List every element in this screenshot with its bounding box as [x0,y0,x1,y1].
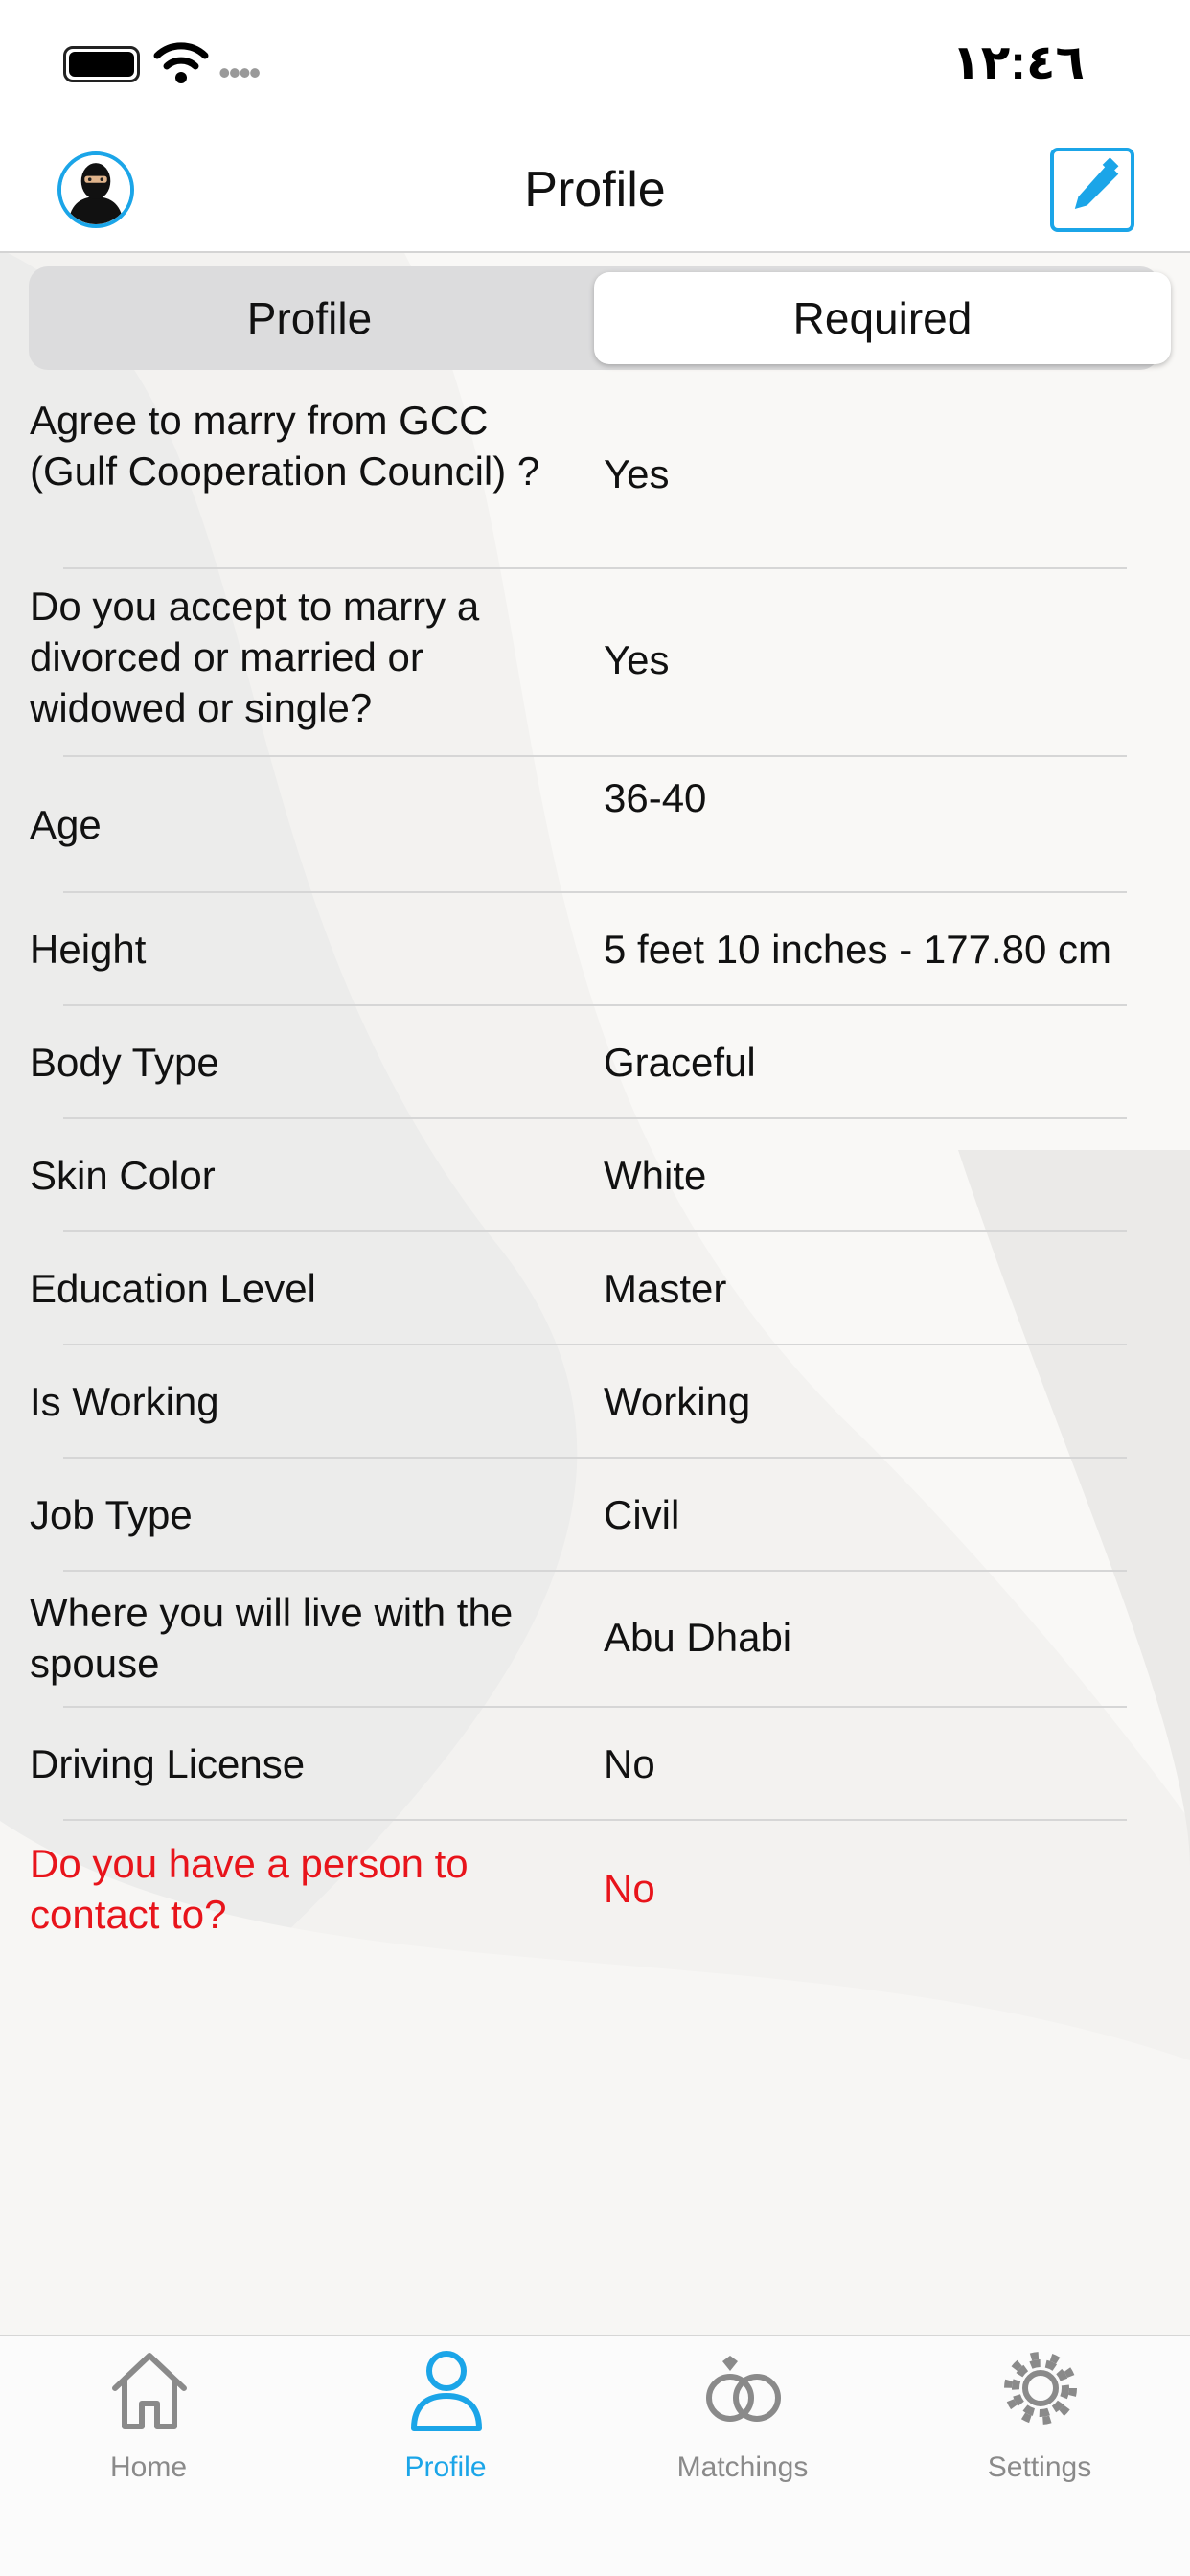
signal-icon: •••• [218,53,260,92]
segment-profile[interactable]: Profile [246,293,373,343]
tab-profile[interactable] [297,2336,594,2499]
row-value: 5 feet 10 inches - 177.80 cm [604,927,1111,972]
tab-label: Profile [404,2451,487,2483]
tab-label: Home [109,2451,188,2483]
wifi-icon [153,38,209,84]
list-item-contact-person [0,1821,1190,1945]
row-value: No [604,1866,655,1911]
row-value: Master [604,1266,727,1311]
gear-icon [998,2346,1083,2432]
list-item [0,757,1190,893]
status-time: ١٢:٤٦ [951,35,1085,89]
row-value: White [604,1153,707,1198]
tab-label: Matchings [676,2451,809,2483]
row-value: Yes [604,637,670,682]
list-item [0,1459,1190,1572]
tab-label: Settings [987,2451,1092,2483]
row-label: Do you accept to marry a divorced or married or widowed or single? [30,584,480,730]
home-icon [107,2346,192,2432]
page-title: Profile [524,162,666,218]
row-value: 36-40 [604,775,707,820]
rings-icon [701,2346,786,2432]
row-label: Body Type [30,1040,219,1085]
list-item [0,1006,1190,1119]
row-label: Skin Color [30,1153,216,1198]
row-value: No [604,1741,655,1786]
segment-required[interactable]: Required [594,272,1171,364]
row-value: Working [604,1379,751,1424]
row-label: Driving License [30,1741,306,1786]
row-value: Civil [604,1492,680,1537]
row-label: Job Type [30,1492,193,1537]
edit-icon [1054,151,1131,228]
list-item [0,380,1190,569]
row-value: Yes [604,451,670,496]
list-item [0,1119,1190,1232]
row-label: Agree to marry from GCC (Gulf Cooperation Council) ? [30,398,540,494]
row-label: Is Working [30,1379,219,1424]
tab-home[interactable] [0,2336,297,2499]
edit-button[interactable] [1050,148,1134,232]
row-label: Height [30,927,147,972]
row-label: Do you have a person to contact to? [30,1841,469,1937]
list-item [0,1232,1190,1346]
list-item [0,1708,1190,1821]
segmented-control [29,266,1159,370]
row-value: Abu Dhabi [604,1615,792,1660]
tab-bar [0,2334,1190,2576]
row-value: Graceful [604,1040,756,1085]
list-item [0,1572,1190,1708]
navigation-bar [0,126,1190,253]
list-item [0,1346,1190,1459]
person-icon [404,2346,489,2432]
row-label: Where you will live with the spouse [30,1590,514,1686]
status-bar [0,0,1190,126]
tab-settings[interactable] [891,2336,1188,2499]
tab-matchings[interactable] [594,2336,891,2499]
required-list [0,380,1190,1945]
row-label: Age [30,802,102,847]
row-label: Education Level [30,1266,316,1311]
battery-icon [63,46,140,82]
list-item [0,569,1190,757]
list-item [0,893,1190,1006]
